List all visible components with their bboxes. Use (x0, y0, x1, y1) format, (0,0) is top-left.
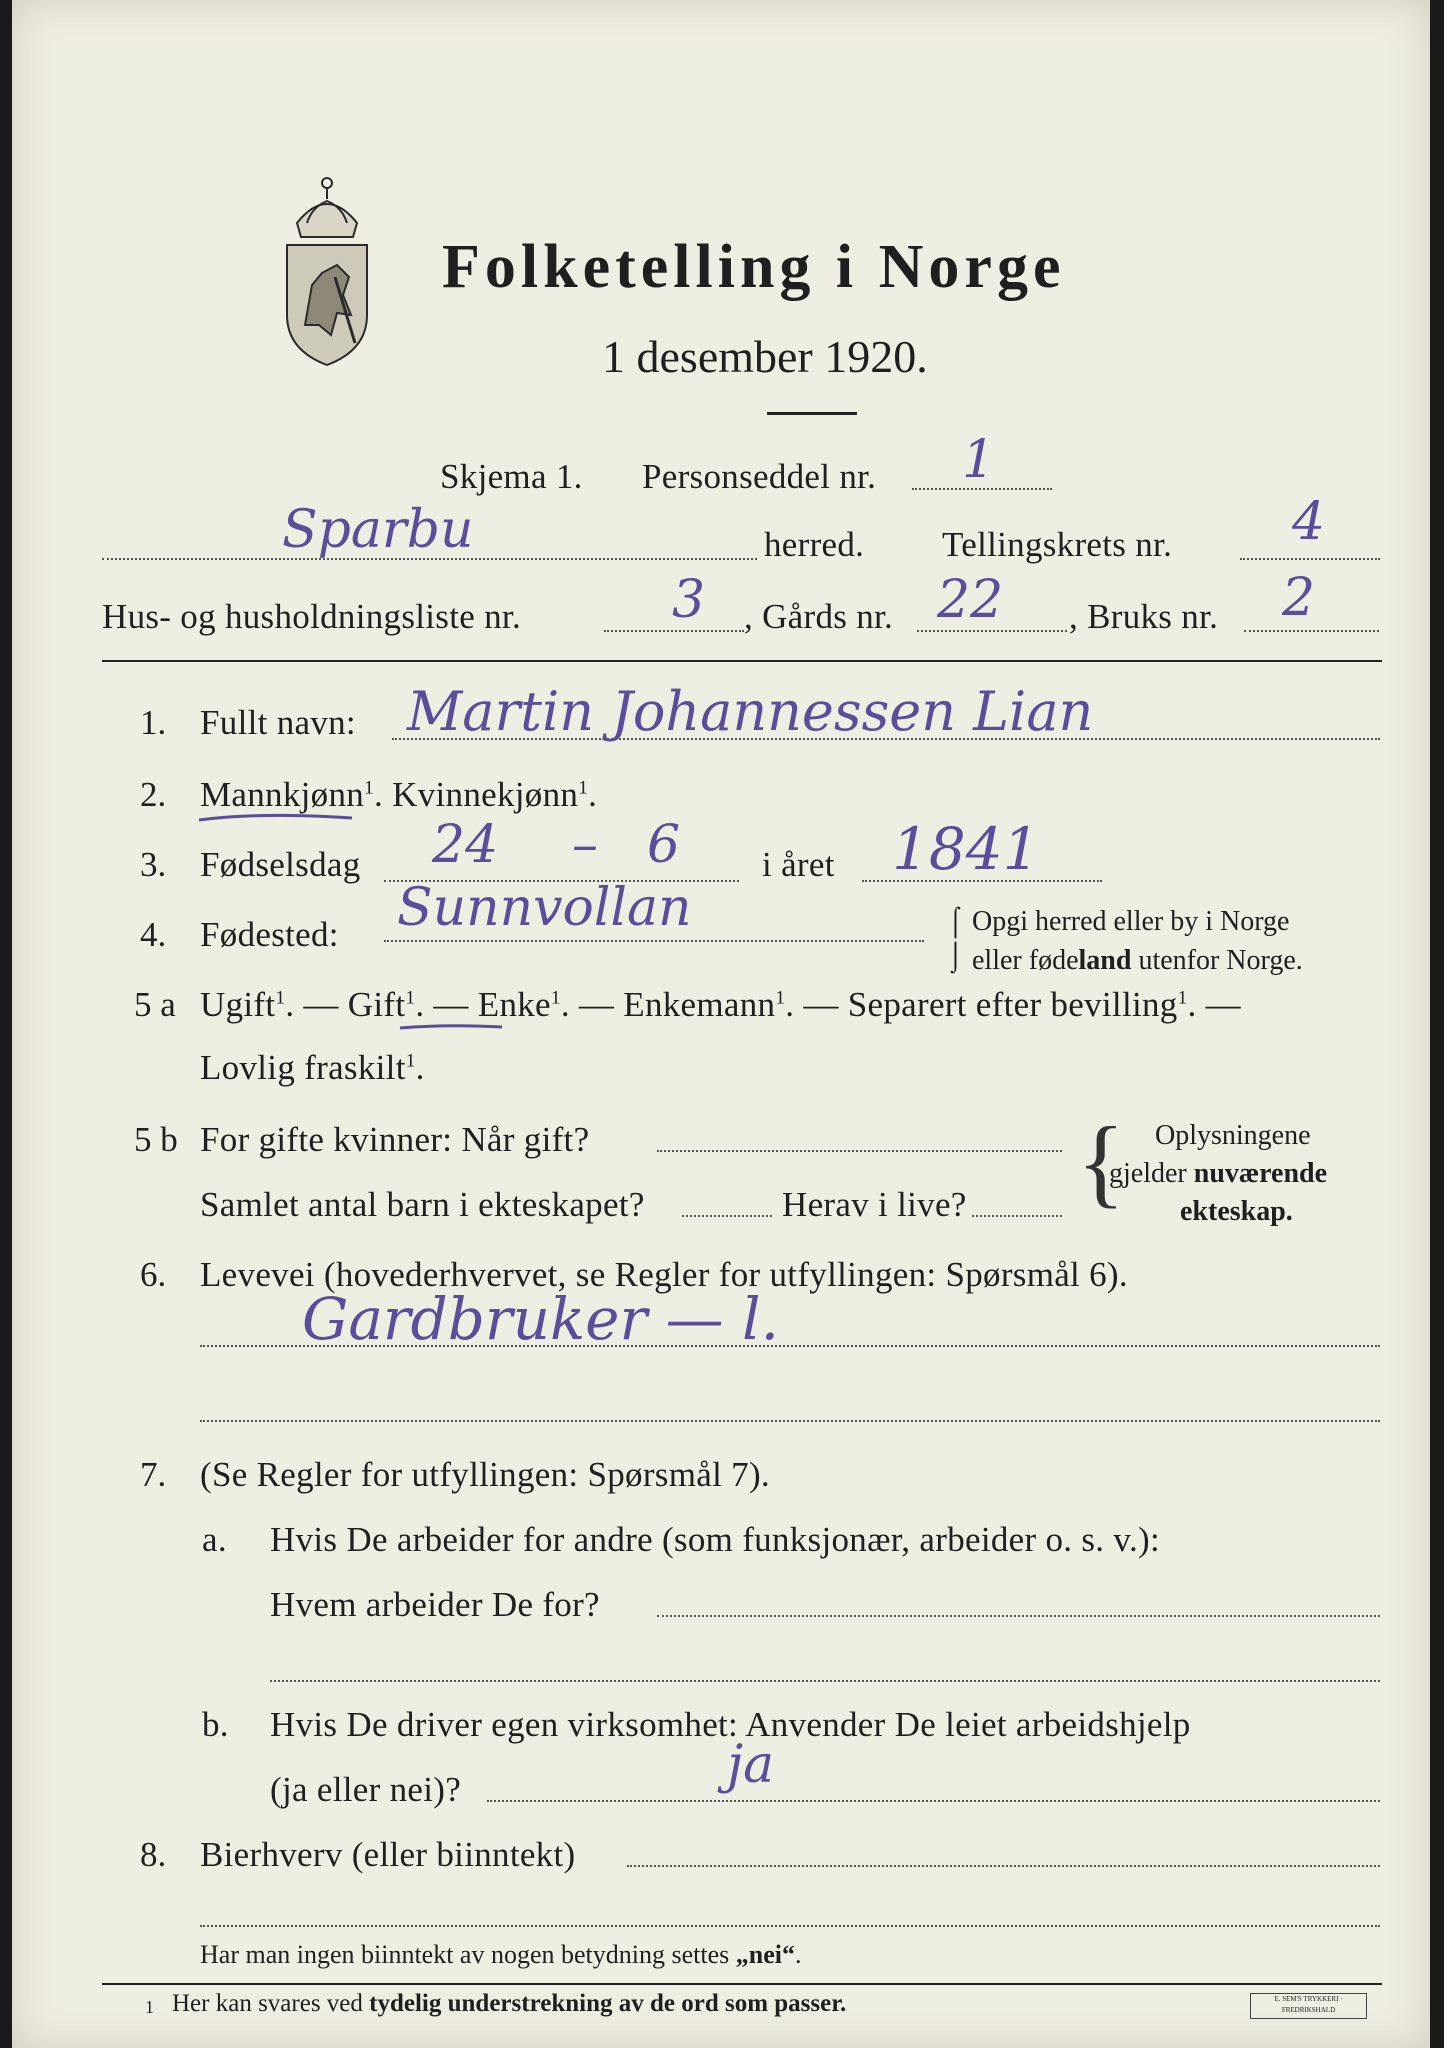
q2-male: Mannkjønn (200, 775, 365, 814)
q7b-line (487, 1800, 1380, 1802)
husliste-value: 3 (672, 570, 706, 630)
gards-line (917, 630, 1067, 632)
q1-number: 1. (140, 703, 167, 742)
q3-number: 3. (140, 845, 167, 884)
q5b-brace: { (1077, 1106, 1125, 1217)
q5a-fraskilt: Lovlig fraskilt$^1$. (200, 1048, 425, 1087)
herred-label: herred. (764, 525, 865, 564)
q5a-underline-mark (397, 1018, 507, 1038)
q4-note-1: Opgi herred eller by i Norge (972, 906, 1290, 937)
q5b-live-label: Herav i live? (782, 1185, 967, 1224)
footnote-marker: 1 (364, 777, 375, 799)
q4-brace-top: ⌠ (947, 906, 964, 937)
q5b-barn-line (682, 1215, 772, 1217)
tellingskrets-value: 4 (1292, 492, 1326, 552)
q8-number: 8. (140, 1835, 167, 1874)
q4-brace-bottom: ⌡ (947, 941, 964, 972)
personseddel-value: 1 (962, 430, 996, 490)
q5a-separert: Separert efter bevilling (847, 985, 1178, 1024)
title-divider (767, 412, 857, 415)
gards-label: , Gårds nr. (744, 597, 894, 636)
personseddel-label: Personseddel nr. (642, 457, 877, 496)
q5b-number: 5 b (134, 1120, 178, 1159)
q7b-sub: (ja eller nei)? (270, 1770, 462, 1809)
bruks-label: , Bruks nr. (1069, 597, 1219, 636)
q7b-value: ja (727, 1735, 775, 1795)
q5b-label: For gifte kvinner: Når gift? (200, 1120, 590, 1159)
q4-note-2: eller fødeland utenfor Norge. (972, 945, 1303, 976)
husliste-label: Hus- og husholdningsliste nr. (102, 597, 521, 636)
q5b-note-2: gjelder nuværende (1109, 1158, 1328, 1189)
q5a-enke: Enke (477, 985, 551, 1024)
tellingskrets-line (1240, 558, 1380, 560)
coat-of-arms-icon (267, 165, 387, 370)
q6-label: Levevei (hovederhvervet, se Regler for utfyllingen: Spørsmål 6). (200, 1255, 1128, 1294)
q5a-enkemann: Enkemann (623, 985, 776, 1024)
q3-label: Fødselsdag (200, 845, 361, 884)
q7b-label: Hvis De driver egen virksomhet: Anvender De leiet arbeidshjelp (270, 1705, 1191, 1744)
footnote-text: Her kan svares ved tydelig understrekning av de ord som passer. (172, 1990, 847, 2017)
q3-dash: – (572, 815, 598, 875)
q6-value: Gardbruker — l. (302, 1285, 780, 1353)
q7a-line-2 (270, 1680, 1380, 1682)
q7-label: (Se Regler for utfyllingen: Spørsmål 7). (200, 1455, 770, 1494)
q3-day: 24 (432, 815, 499, 875)
census-date: 1 desember 1920. (602, 331, 928, 382)
census-form-page (12, 0, 1430, 2048)
q5b-note-3: ekteskap. (1180, 1196, 1293, 1227)
q6-number: 6. (140, 1255, 167, 1294)
q7a-sub: Hvem arbeider De for? (270, 1585, 600, 1624)
q2-number: 2. (140, 775, 167, 814)
q5b-barn-label: Samlet antal barn i ekteskapet? (200, 1185, 645, 1224)
q5a-ugift: Ugift (200, 985, 276, 1024)
q5a-options: Ugift$^1$. — Gift$^1$. — Enke$^1$. — Enkemann$^1$. — Separert efter bevilling$^1$. — (200, 985, 1241, 1024)
q3-year-label: i året (762, 845, 835, 884)
q7b-letter: b. (202, 1705, 229, 1744)
q6-line-2 (200, 1420, 1380, 1422)
q5a-gift: Gift (347, 985, 406, 1024)
q8-note: Har man ingen biinntekt av nogen betydning settes „nei“. (200, 1940, 802, 1969)
bruks-value: 2 (1282, 568, 1316, 628)
q2-underline-mark (197, 808, 357, 830)
q2-options: Mannkjønn$^1$. Kvinnekjønn$^1$. (200, 775, 598, 814)
herred-value: Sparbu (282, 500, 474, 560)
form-title: Folketelling i Norge (442, 233, 1066, 301)
q5a-number: 5 a (134, 985, 176, 1024)
printer-stamp: E. SEM'S TRYKKERI · FREDRIKSHALD (1250, 1993, 1367, 2019)
q4-line (384, 940, 924, 942)
q4-number: 4. (140, 915, 167, 954)
q5b-live-line (972, 1215, 1062, 1217)
footnote-number: 1 (145, 1997, 154, 2017)
q8-line-1 (627, 1865, 1380, 1867)
q2-female: Kvinnekjønn (392, 775, 579, 814)
q1-value: Martin Johannessen Lian (407, 680, 1094, 743)
q5b-gift-line (657, 1150, 1062, 1152)
bruks-line (1244, 630, 1379, 632)
q8-label: Bierhverv (eller biinntekt) (200, 1835, 576, 1874)
footnote-divider (102, 1983, 1382, 1985)
q3-month: 6 (647, 815, 681, 875)
q4-value: Sunnvollan (397, 878, 692, 938)
footnote-marker: 1 (578, 777, 589, 799)
gards-value: 22 (937, 570, 1004, 630)
q7a-label: Hvis De arbeider for andre (som funksjonær, arbeider o. s. v.): (270, 1520, 1160, 1559)
tellingskrets-label: Tellingskrets nr. (942, 525, 1173, 564)
q3-year: 1841 (892, 815, 1040, 883)
skjema-label: Skjema 1. (440, 457, 583, 496)
husliste-line (604, 630, 744, 632)
q7a-line-1 (657, 1615, 1380, 1617)
q7-number: 7. (140, 1455, 167, 1494)
q4-label: Fødested: (200, 915, 339, 954)
header-divider (102, 660, 1382, 662)
q5b-note-1: Oplysningene (1155, 1120, 1311, 1151)
q8-line-2 (200, 1925, 1380, 1927)
q1-label: Fullt navn: (200, 703, 356, 742)
q7a-letter: a. (202, 1520, 227, 1559)
